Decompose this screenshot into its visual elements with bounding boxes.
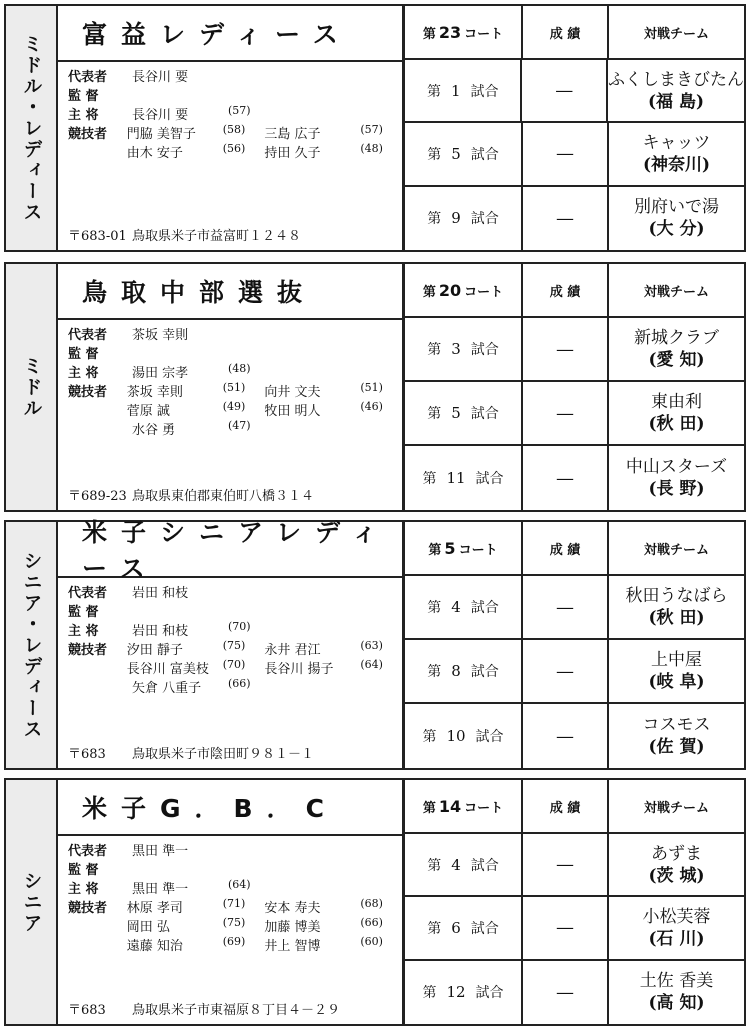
match-number — [405, 576, 523, 638]
court-number: 14 — [438, 796, 462, 816]
match-suffix: 試合 — [470, 406, 499, 422]
captain — [132, 620, 282, 639]
opponent-name: コスモス — [642, 715, 711, 735]
match-prefix: 第 — [427, 920, 442, 937]
match-result: — — [523, 576, 609, 638]
team-block — [4, 262, 746, 512]
captain — [132, 104, 282, 123]
players-label: 競技者 — [68, 127, 108, 142]
match-prefix: 第 — [427, 211, 442, 228]
court-prefix: 第 — [422, 284, 436, 300]
player — [132, 677, 282, 696]
team-block — [4, 778, 746, 1026]
captain-row — [68, 104, 402, 123]
court-prefix: 第 — [428, 542, 442, 558]
team-name: 米子G．B．C — [58, 780, 402, 836]
match-suffix: 試合 — [470, 600, 499, 616]
opponent — [609, 123, 744, 184]
coach-label: 監 督 — [68, 863, 99, 878]
representative-row — [68, 324, 402, 343]
match-number — [405, 961, 523, 1024]
court-suffix: コート — [464, 284, 504, 300]
schedule-header — [405, 264, 744, 318]
match-number — [405, 382, 523, 444]
coach-label: 監 督 — [68, 89, 99, 104]
coach-row — [68, 601, 402, 620]
players-row — [68, 381, 402, 400]
match-result: — — [523, 897, 609, 958]
player — [264, 897, 402, 916]
match-prefix: 第 — [427, 342, 442, 358]
match-row — [405, 187, 744, 250]
captain-name: 湯田 宗孝 — [132, 366, 189, 381]
opponent — [609, 640, 744, 702]
result-header: 成 績 — [523, 780, 609, 832]
player-name: 岡田 弘 — [126, 920, 170, 935]
opponent-prefecture: (佐 賀) — [648, 737, 705, 757]
match-row — [405, 123, 744, 186]
player-name: 三島 広子 — [264, 127, 321, 142]
players-row — [68, 639, 402, 658]
player-name: 井上 智博 — [264, 939, 321, 954]
player-name: 矢倉 八重子 — [132, 681, 202, 696]
representative-name: 長谷川 要 — [132, 70, 189, 85]
match-no: 10 — [446, 727, 466, 745]
players-row — [68, 400, 402, 419]
category-label: シニア・レディース — [20, 550, 43, 740]
opponent-name: あずま — [651, 843, 702, 864]
player-name: 林原 孝司 — [126, 901, 183, 916]
category-column — [6, 780, 58, 1024]
captain-name: 黒田 準一 — [132, 882, 189, 897]
player-name: 長谷川 富美枝 — [126, 662, 209, 677]
match-result: — — [523, 704, 609, 768]
court-prefix: 第 — [422, 26, 436, 42]
players-label: 競技者 — [68, 385, 108, 400]
player-name: 向井 文夫 — [264, 385, 321, 400]
opponent — [609, 446, 744, 510]
player-name: 加藤 博美 — [264, 920, 321, 935]
address-line — [68, 743, 314, 762]
match-suffix: 試合 — [470, 857, 499, 874]
players-row — [68, 897, 402, 916]
captain — [132, 878, 282, 897]
players-label: 競技者 — [68, 643, 108, 658]
category-label: ミドル・レディース — [20, 33, 43, 223]
players-row — [68, 419, 402, 438]
player — [264, 916, 402, 935]
match-row — [405, 834, 744, 897]
players-row — [68, 658, 402, 677]
team-name: 鳥取中部選抜 — [58, 264, 402, 320]
court-number: 23 — [438, 22, 462, 42]
opponent — [609, 576, 744, 638]
match-no: 11 — [446, 469, 466, 487]
match-row — [405, 446, 744, 510]
opponent — [609, 187, 744, 250]
representative-row — [68, 840, 402, 859]
match-prefix: 第 — [422, 985, 437, 1002]
match-result: — — [523, 123, 609, 184]
player-age: (56) — [222, 142, 246, 155]
player — [264, 935, 402, 954]
category-column — [6, 264, 58, 510]
match-row — [405, 961, 744, 1024]
opponent-name: キャッツ — [642, 132, 711, 153]
match-no: 1 — [450, 81, 461, 100]
roster — [58, 320, 402, 438]
opponent-prefecture: (秋 田) — [648, 608, 705, 628]
opponent-header: 対戦チーム — [643, 26, 709, 42]
player-name: 菅原 誠 — [126, 404, 170, 419]
match-no: 12 — [446, 983, 466, 1002]
captain-age: (64) — [228, 878, 251, 891]
captain-age: (57) — [228, 104, 251, 117]
players-row — [68, 935, 402, 954]
match-result: — — [523, 834, 609, 895]
court-number: 5 — [444, 538, 456, 558]
match-result: — — [523, 446, 609, 510]
result-header: 成 績 — [523, 522, 609, 574]
match-number — [405, 446, 523, 510]
schedule-header — [405, 522, 744, 576]
opponent-name: 別府いで湯 — [634, 197, 719, 218]
player-age: (58) — [222, 123, 246, 136]
match-result: — — [523, 187, 609, 250]
match-suffix: 試合 — [470, 83, 499, 100]
match-number — [405, 60, 522, 121]
representative-row — [68, 582, 402, 601]
player-name: 遠藤 知治 — [126, 939, 183, 954]
representative-label: 代表者 — [68, 328, 108, 343]
court-suffix: コート — [458, 542, 498, 558]
match-no: 5 — [451, 404, 461, 422]
coach-row — [68, 343, 402, 362]
match-row — [405, 382, 744, 446]
result-header: 成 績 — [523, 264, 609, 316]
match-number — [405, 834, 523, 895]
player — [264, 639, 402, 658]
player-name: 牧田 明人 — [264, 404, 321, 419]
opponent — [609, 961, 744, 1024]
representative-label: 代表者 — [68, 586, 108, 601]
schedule-table — [405, 264, 744, 510]
opponent-prefecture: (石 川) — [648, 928, 705, 949]
coach-label: 監 督 — [68, 347, 99, 362]
opponent-header: 対戦チーム — [643, 800, 709, 816]
match-no: 9 — [451, 209, 461, 228]
opponent-name: 新城クラブ — [634, 328, 719, 348]
postal-code: 〒683-01 — [68, 229, 127, 244]
match-result: — — [522, 60, 608, 121]
match-suffix: 試合 — [475, 985, 504, 1002]
coach-label: 監 督 — [68, 605, 99, 620]
postal-code: 〒689-23 — [68, 489, 127, 504]
representative-row — [68, 66, 402, 85]
match-suffix: 試合 — [470, 146, 499, 163]
court-suffix: コート — [464, 800, 504, 816]
match-row — [405, 704, 744, 768]
player-age: (63) — [360, 639, 383, 652]
match-prefix: 第 — [427, 146, 442, 163]
team-info — [58, 264, 405, 510]
player — [132, 419, 282, 438]
captain-name: 長谷川 要 — [132, 108, 189, 123]
opponent-prefecture: (大 分) — [648, 219, 705, 240]
representative-name: 黒田 準一 — [132, 844, 189, 859]
match-row — [405, 640, 744, 704]
player — [127, 142, 265, 161]
category-label: ミドル — [20, 355, 43, 419]
result-header: 成 績 — [523, 6, 609, 58]
player — [264, 381, 402, 400]
representative-label: 代表者 — [68, 70, 108, 85]
captain-label: 主 将 — [68, 624, 99, 639]
match-prefix: 第 — [422, 729, 437, 745]
roster — [58, 578, 402, 696]
team-name: 富益レディース — [58, 6, 402, 62]
schedule-table — [405, 522, 744, 768]
player — [264, 142, 402, 161]
player-name: 由木 安子 — [126, 146, 183, 161]
player-age: (60) — [360, 935, 383, 948]
captain-label: 主 将 — [68, 108, 99, 123]
court-header — [405, 522, 523, 574]
captain-label: 主 将 — [68, 366, 99, 381]
coach-row — [68, 859, 402, 878]
player-age: (70) — [222, 658, 246, 671]
player-age: (46) — [360, 400, 383, 413]
match-number — [405, 123, 523, 184]
court-header — [405, 264, 523, 316]
opponent-prefecture: (愛 知) — [648, 350, 705, 370]
opponent-prefecture: (秋 田) — [648, 414, 705, 434]
match-prefix: 第 — [426, 83, 441, 100]
player-age: (64) — [360, 658, 383, 671]
match-row — [405, 60, 744, 123]
representative-name: 茶坂 幸則 — [132, 328, 189, 343]
court-number: 20 — [438, 280, 462, 300]
player-age: (75) — [222, 639, 246, 652]
match-no: 4 — [451, 855, 461, 874]
match-number — [405, 187, 523, 250]
opponent-name: 秋田うなばら — [625, 586, 728, 606]
captain-row — [68, 878, 402, 897]
match-suffix: 試合 — [475, 729, 504, 745]
players-label: 競技者 — [68, 901, 108, 916]
captain-age: (48) — [228, 362, 251, 375]
captain-label: 主 将 — [68, 882, 99, 897]
roster — [58, 836, 402, 954]
address: 鳥取県米子市陰田町９８１－１ — [132, 747, 315, 762]
team-info — [58, 6, 405, 250]
team-block — [4, 520, 746, 770]
opponent-name: ふくしまきびたん — [608, 69, 744, 90]
address: 鳥取県米子市益富町１２４８ — [132, 229, 302, 244]
player-name: 茶坂 幸則 — [126, 385, 183, 400]
player-age: (49) — [222, 400, 246, 413]
players-row — [68, 916, 402, 935]
captain-row — [68, 362, 402, 381]
opponent — [609, 834, 744, 895]
match-result: — — [523, 318, 609, 380]
player-age: (47) — [228, 419, 251, 432]
opponent-prefecture: (福 島) — [647, 91, 704, 112]
match-prefix: 第 — [427, 600, 442, 616]
opponent-prefecture: (岐 阜) — [648, 672, 705, 692]
captain — [132, 362, 282, 381]
player-age: (69) — [222, 935, 246, 948]
player — [127, 935, 265, 954]
schedule-table — [405, 780, 744, 1024]
match-prefix: 第 — [427, 857, 442, 874]
category-column — [6, 522, 58, 768]
schedule-header — [405, 780, 744, 834]
opponent-name: 土佐 香美 — [639, 971, 714, 992]
match-prefix: 第 — [427, 664, 442, 680]
match-prefix: 第 — [427, 406, 442, 422]
player — [127, 123, 265, 142]
match-prefix: 第 — [422, 471, 437, 487]
match-result: — — [523, 961, 609, 1024]
court-header — [405, 6, 523, 58]
match-suffix: 試合 — [470, 211, 499, 228]
player-name: 持田 久子 — [264, 146, 321, 161]
court-suffix: コート — [464, 26, 504, 42]
opponent-prefecture: (長 野) — [648, 479, 705, 499]
player-age: (71) — [222, 897, 246, 910]
address-line — [68, 225, 301, 244]
opponent-header: 対戦チーム — [643, 542, 709, 558]
match-suffix: 試合 — [475, 471, 504, 487]
match-number — [405, 704, 523, 768]
match-row — [405, 897, 744, 960]
match-number — [405, 318, 523, 380]
postal-code: 〒683 — [68, 1003, 106, 1018]
player-name: 汐田 靜子 — [126, 643, 183, 658]
player-age: (66) — [228, 677, 251, 690]
player-name: 水谷 勇 — [132, 423, 176, 438]
player — [127, 916, 265, 935]
opponent — [609, 897, 744, 958]
player-age: (68) — [360, 897, 383, 910]
captain-row — [68, 620, 402, 639]
player-age: (48) — [360, 142, 383, 155]
captain-age: (70) — [228, 620, 251, 633]
address-line — [68, 485, 314, 504]
opponent — [609, 382, 744, 444]
postal-code: 〒683 — [68, 747, 106, 762]
match-suffix: 試合 — [470, 920, 499, 937]
roster — [58, 62, 402, 161]
player-name: 門脇 美智子 — [126, 127, 196, 142]
opponent-name: 小松芙蓉 — [642, 906, 711, 927]
schedule-table — [405, 6, 744, 250]
match-number — [405, 640, 523, 702]
representative-label: 代表者 — [68, 844, 108, 859]
opponent-name: 東由利 — [651, 392, 702, 412]
player-age: (57) — [360, 123, 383, 136]
player — [264, 400, 402, 419]
opponent-prefecture: (茨 城) — [648, 865, 705, 886]
player — [264, 123, 402, 142]
match-suffix: 試合 — [470, 664, 499, 680]
match-suffix: 試合 — [470, 342, 499, 358]
player-age: (51) — [360, 381, 383, 394]
match-no: 4 — [451, 598, 461, 616]
opponent-prefecture: (神奈川) — [642, 154, 711, 175]
address: 鳥取県東伯郡東伯町八橋３１４ — [132, 489, 315, 504]
opponent — [609, 318, 744, 380]
player — [127, 639, 265, 658]
players-row — [68, 142, 402, 161]
court-header — [405, 780, 523, 832]
match-no: 8 — [451, 662, 461, 680]
match-row — [405, 576, 744, 640]
player-age: (51) — [222, 381, 246, 394]
address: 鳥取県米子市東福原８丁目４－２９ — [132, 1003, 341, 1018]
team-info — [58, 518, 405, 768]
player — [127, 400, 265, 419]
player-name: 安本 寿夫 — [264, 901, 321, 916]
player-name: 長谷川 揚子 — [264, 662, 334, 677]
match-number — [405, 897, 523, 958]
match-result: — — [523, 640, 609, 702]
opponent — [608, 60, 744, 121]
opponent-header: 対戦チーム — [643, 284, 709, 300]
team-name: 米子シニアレディース — [58, 522, 402, 578]
player — [127, 658, 265, 677]
player-age: (66) — [360, 916, 383, 929]
player-age: (75) — [222, 916, 246, 929]
representative-name: 岩田 和枝 — [132, 586, 189, 601]
category-column — [6, 6, 58, 250]
players-row — [68, 123, 402, 142]
match-row — [405, 318, 744, 382]
team-info — [58, 780, 405, 1024]
category-label: シニア — [20, 870, 43, 934]
address-line — [68, 999, 340, 1018]
players-row — [68, 677, 402, 696]
player — [127, 381, 265, 400]
court-prefix: 第 — [422, 800, 436, 816]
captain-name: 岩田 和枝 — [132, 624, 189, 639]
opponent-name: 上中屋 — [651, 650, 702, 670]
player — [127, 897, 265, 916]
player-name: 永井 君江 — [264, 643, 321, 658]
match-no: 6 — [451, 918, 461, 937]
opponent-prefecture: (高 知) — [648, 993, 705, 1014]
coach-row — [68, 85, 402, 104]
opponent — [609, 704, 744, 768]
match-result: — — [523, 382, 609, 444]
match-no: 5 — [451, 144, 461, 163]
match-no: 3 — [451, 340, 461, 358]
player — [264, 658, 402, 677]
opponent-name: 中山スターズ — [625, 457, 728, 477]
team-block — [4, 4, 746, 252]
schedule-header — [405, 6, 744, 60]
